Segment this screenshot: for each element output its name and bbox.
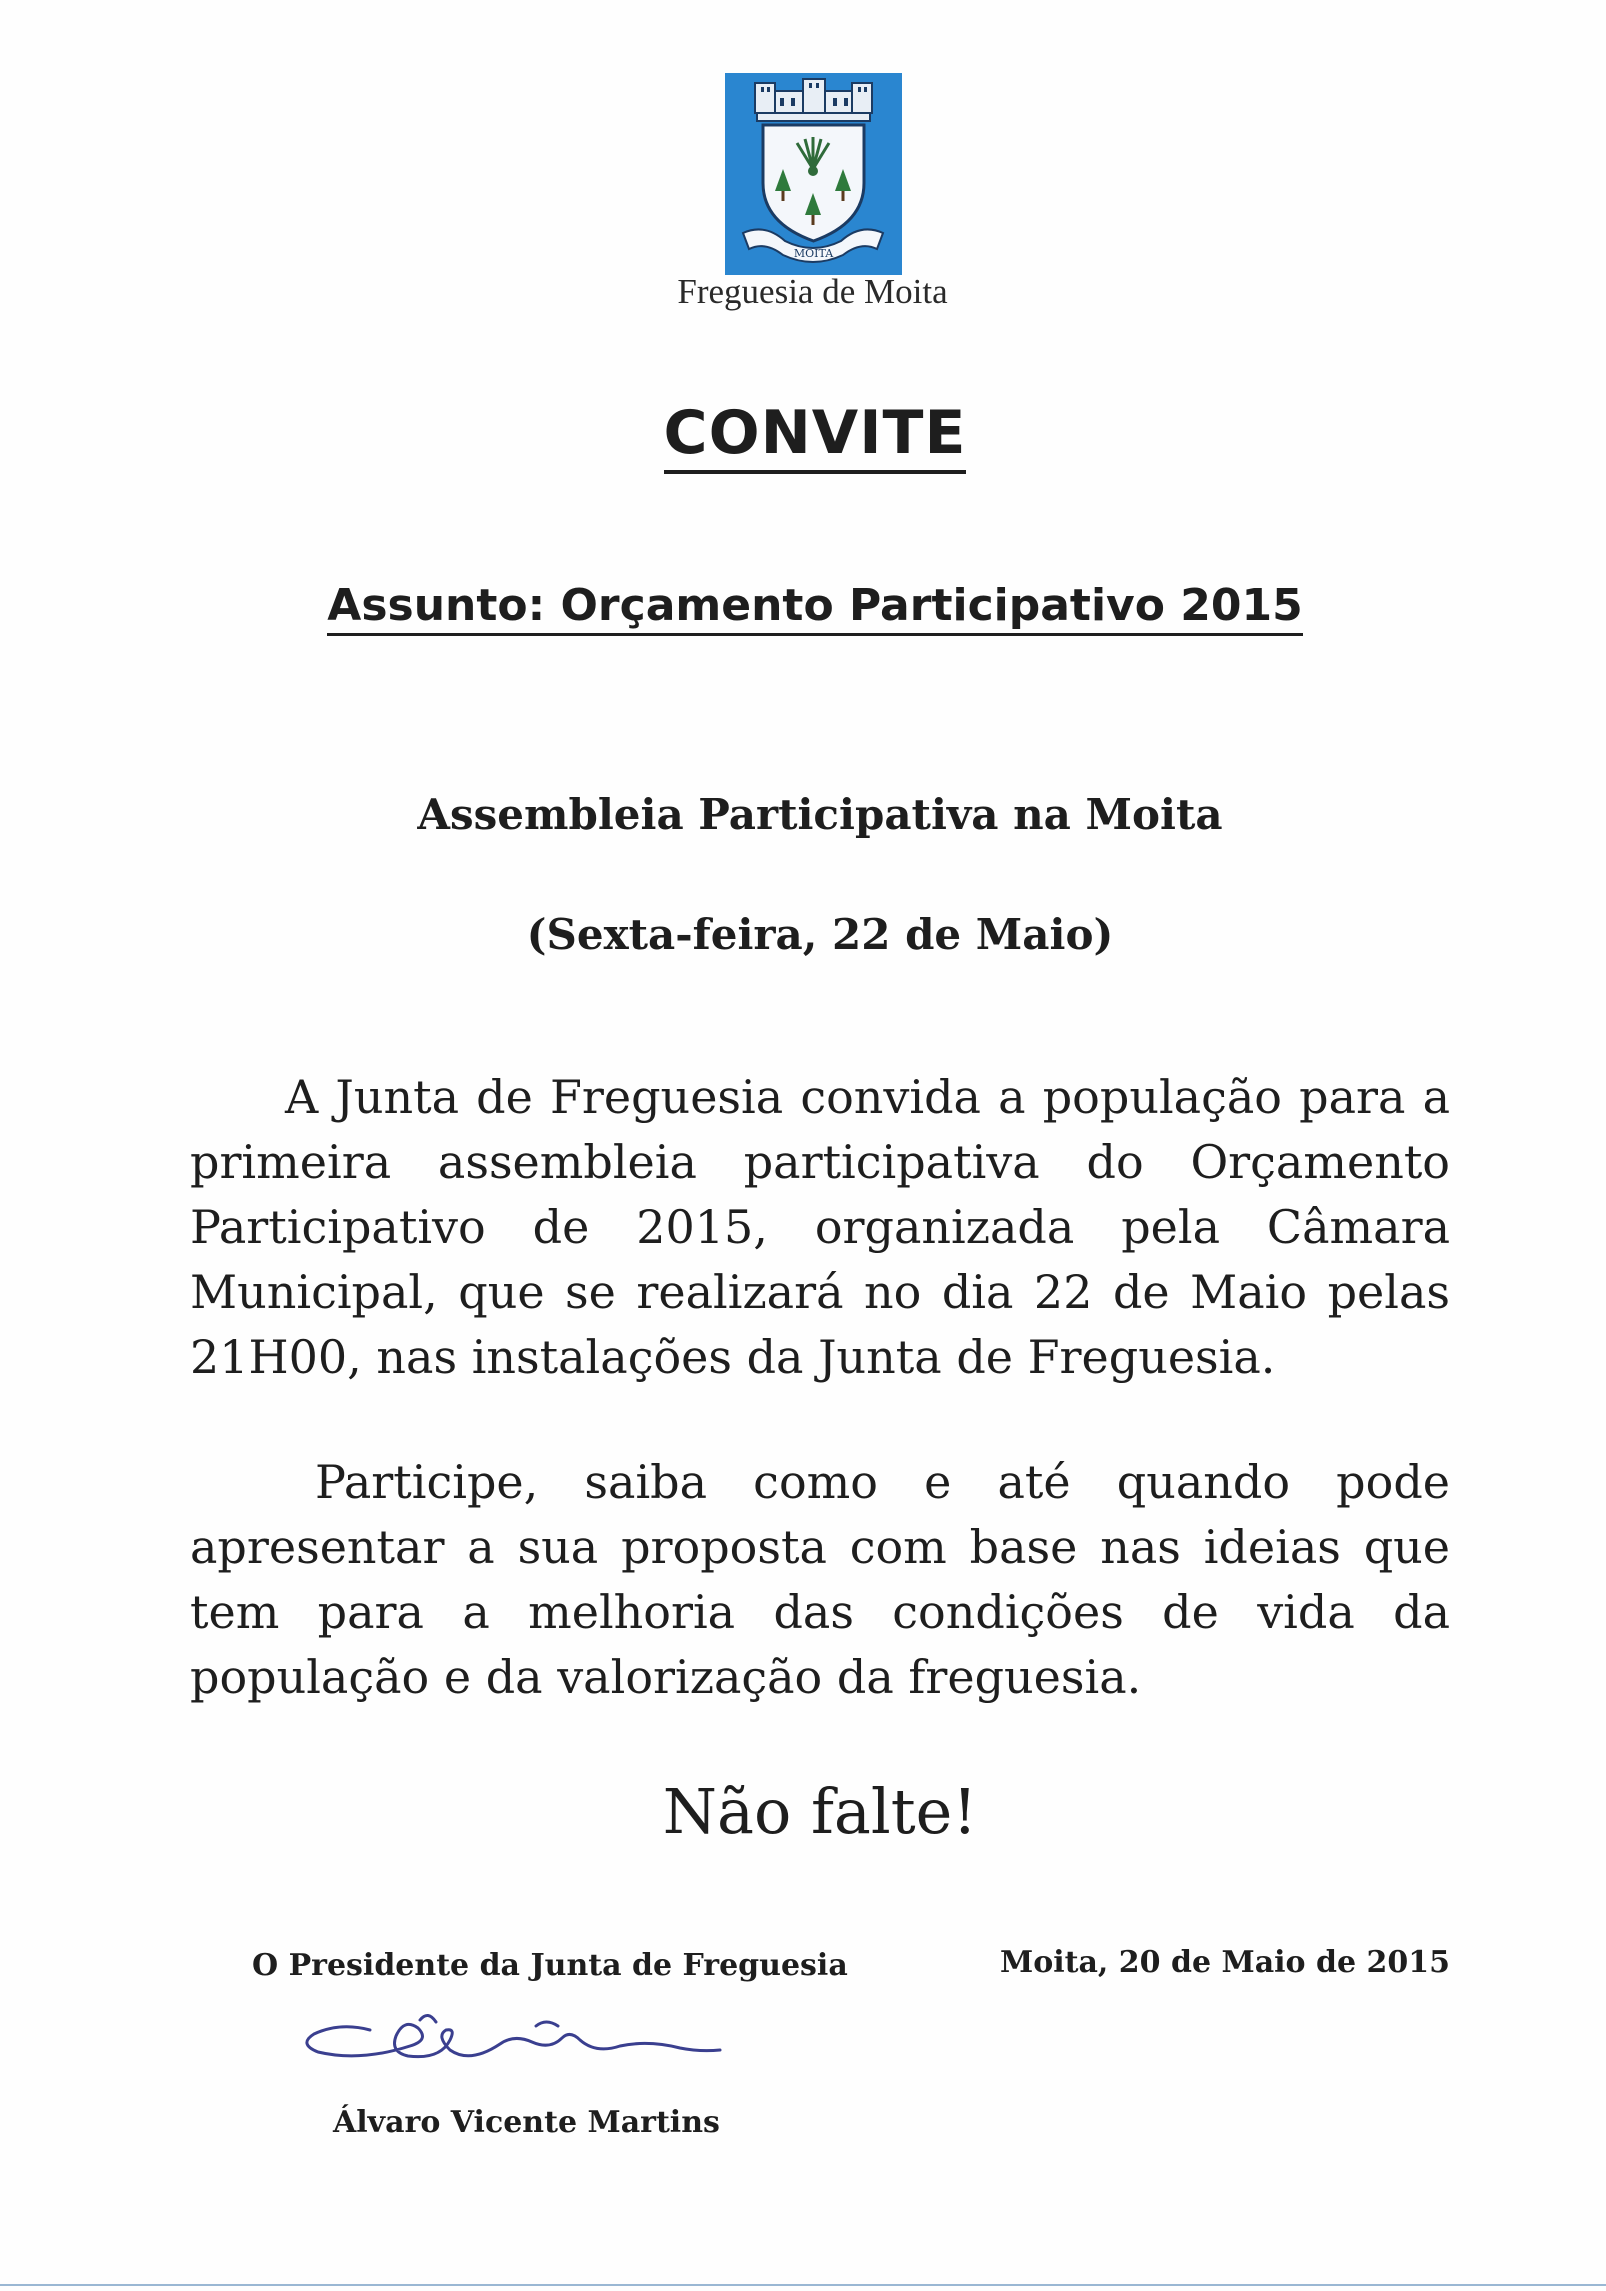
- crest-ribbon-text: MOITA: [793, 247, 834, 260]
- event-date: (Sexta-feira, 22 de Maio): [526, 910, 1114, 959]
- place-and-date: Moita, 20 de Maio de 2015: [1000, 1945, 1450, 1980]
- subject-line: [0, 580, 1606, 631]
- body-paragraph-1: A Junta de Freguesia convida a população para a primeira assembleia participativa do Orçamento Participativo de 2015, organizada pela Câmara Municipal, que se realizará no dia 22 de Maio pelas 21H00, nas instalações da Junta de Freguesia.: [190, 1070, 1450, 1384]
- subject-text: Assunto: Orçamento Participativo 2015: [327, 580, 1302, 636]
- parish-name: Freguesia de Moita: [677, 272, 948, 311]
- coat-of-arms-icon: [725, 73, 902, 275]
- signatory-role: O Presidente da Junta de Freguesia: [252, 1948, 848, 1983]
- closing-line: Não falte!: [662, 1775, 978, 1848]
- event-title: Assembleia Participativa na Moita: [417, 790, 1223, 839]
- title-text: CONVITE: [664, 398, 967, 474]
- signatory-name: Álvaro Vicente Martins: [333, 2105, 720, 2140]
- handwritten-signature-icon: [300, 2000, 730, 2080]
- document-title: [0, 398, 1606, 468]
- body-paragraph-2: Participe, saiba como e até quando pode apresentar a sua proposta com base nas ideias que tem para a melhoria das condições de vida da população e da valorização da freguesia.: [190, 1455, 1450, 1704]
- scan-edge-line: [0, 2284, 1606, 2286]
